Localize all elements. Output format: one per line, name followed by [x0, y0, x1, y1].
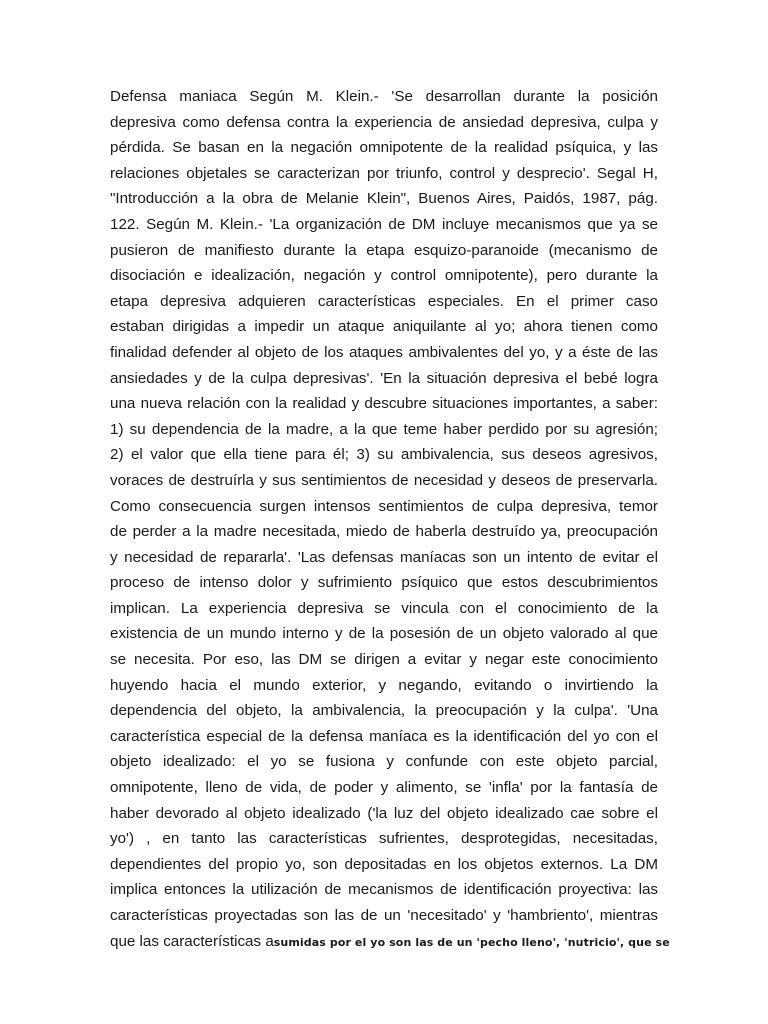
text-line: y necesidad de repararla'. 'Las defensas maníacas son un intento de evitar el [110, 548, 658, 566]
text-line: Defensa maniaca Según M. Klein.- 'Se desarrollan durante la posición [110, 88, 658, 105]
text-line: Como consecuencia surgen intensos sentimientos de culpa depresiva, temor [110, 497, 658, 515]
text-line: existencia de un mundo interno y de la posesión de un objeto valorado al que [110, 625, 658, 643]
text-line: una nueva relación con la realidad y descubre situaciones importantes, a saber: [110, 395, 658, 413]
text-line: disociación e idealización, negación y control omnipotente), pero durante la [110, 267, 658, 285]
text-line: se necesita. Por eso, las DM se dirigen a evitar y negar este conocimiento [110, 651, 658, 669]
text-line: pérdida. Se basan en la negación omnipotente de la realidad psíquica, y las [110, 139, 658, 157]
text-line: implica entonces la utilización de mecanismos de identificación proyectiva: las [110, 881, 658, 899]
text-line-last [110, 929, 670, 955]
text-line: característica especial de la defensa maníaca es la identificación del yo con el [110, 727, 658, 745]
text-line: 1) su dependencia de la madre, a la que teme haber perdido por su agresión; [110, 420, 658, 438]
text-line: etapa depresiva adquieren características especiales. En el primer caso [110, 292, 658, 310]
last-line-regular-text: que las características a [110, 932, 274, 950]
text-line: dependientes del propio yo, son depositadas en los objetos externos. La DM [110, 855, 658, 873]
text-line: proceso de intenso dolor y sufrimiento psíquico que estos descubrimientos [110, 574, 658, 592]
text-line: 2) el valor que ella tiene para él; 3) su ambivalencia, sus deseos agresivos, [110, 446, 658, 464]
text-line: omnipotente, lleno de vida, de poder y alimento, se 'infla' por la fantasía de [110, 779, 658, 797]
text-line: ansiedades y de la culpa depresivas'. 'En la situación depresiva el bebé logra [110, 369, 658, 387]
text-line: implican. La experiencia depresiva se vincula con el conocimiento de la [110, 599, 658, 617]
text-line: pusieron de manifiesto durante la etapa esquizo-paranoide (mecanismo de [110, 241, 658, 259]
body-text [110, 84, 670, 954]
text-line: 122. Según M. Klein.- 'La organización de DM incluye mecanismos que ya se [110, 215, 658, 233]
text-line: estaban dirigidas a impedir un ataque aniquilante al yo; ahora tienen como [110, 318, 658, 336]
text-line: finalidad defender al objeto de los ataques ambivalentes del yo, y a éste de las [110, 343, 658, 361]
text-line: de perder a la madre necesitada, miedo de haberla destruído ya, preocupación [110, 523, 658, 541]
text-line: dependencia del objeto, la ambivalencia, la preocupación y la culpa'. 'Una [110, 702, 658, 720]
text-line: voraces de destruírla y sus sentimientos de necesidad y deseos de preservarla. [110, 471, 658, 489]
text-line: depresiva como defensa contra la experiencia de ansiedad depresiva, culpa y [110, 113, 658, 131]
last-line-bold-text: sumidas por el yo son las de un 'pecho lleno', 'nutricio', que se [273, 935, 670, 949]
text-line: objeto idealizado: el yo se fusiona y confunde con este objeto parcial, [110, 753, 658, 771]
text-line: yo') , en tanto las características sufrientes, desprotegidas, necesitadas, [110, 830, 658, 848]
text-line: huyendo hacia el mundo exterior, y negando, evitando o invirtiendo la [110, 676, 658, 694]
text-line: relaciones objetales se caracterizan por triunfo, control y desprecio'. Segal H, [110, 164, 658, 182]
text-line: haber devorado al objeto idealizado ('la luz del objeto idealizado cae sobre el [110, 804, 658, 822]
text-line: características proyectadas son las de un 'necesitado' y 'hambriento', mientras [110, 907, 658, 924]
text-line: "Introducción a la obra de Melanie Klein", Buenos Aires, Paidós, 1987, pág. [110, 190, 658, 208]
